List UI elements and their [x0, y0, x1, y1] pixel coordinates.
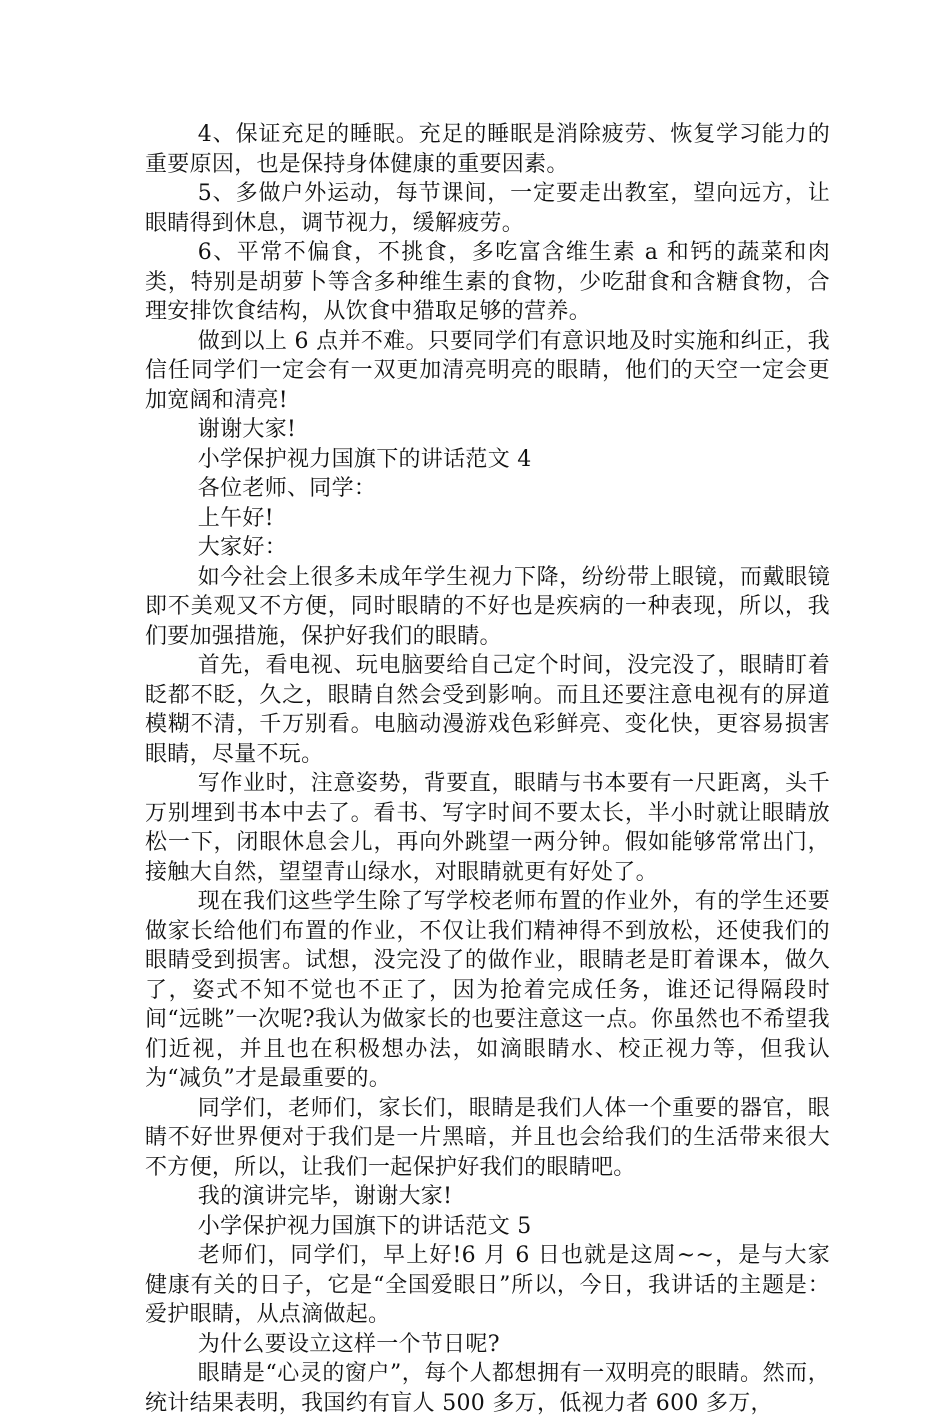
paragraph: 同学们，老师们，家长们，眼睛是我们人体一个重要的器官，眼睛不好世界便对于我们是一片黑暗，并且也会给我们的生活带来很大不方便，所以，让我们一起保护好我们的眼睛吧。 — [145, 1095, 830, 1180]
greeting: 上午好! — [197, 505, 274, 531]
paragraph: 老师们，同学们，早上好!6 月 6 日也就是这周~~，是与大家健康有关的日子，它是“全国爱眼日”所以，今日，我讲话的主题是：爱护眼睛，从点滴做起。 — [145, 1243, 830, 1327]
paragraph: 为什么要设立这样一个节日呢? — [197, 1331, 500, 1357]
section-heading: 小学保护视力国旗下的讲话范文 5 — [197, 1213, 532, 1239]
closing-line: 我的演讲完毕，谢谢大家! — [197, 1184, 453, 1209]
paragraph: 做到以上 6 点并不难。只要同学们有意识地及时实施和纠正，我信任同学们一定会有一双更加清亮明亮的眼睛，他们的天空一定会更加宽阔和清亮! — [145, 328, 830, 413]
paragraph: 4、保证充足的睡眠。充足的睡眠是消除疲劳、恢复学习能力的重要原因，也是保持身体健康的重要因素。 — [145, 122, 830, 177]
paragraph: 首先，看电视、玩电脑要给自己定个时间，没完没了，眼睛盯着眨都不眨，久之，眼睛自然会受到影响。而且还要注意电视有的屏道模糊不清，千万别看。电脑动漫游戏色彩鲜亮、变化快，更容易损害眼睛，尽量不玩。 — [145, 653, 830, 767]
section-heading: 小学保护视力国旗下的讲话范文 4 — [197, 446, 532, 472]
document-body — [145, 120, 830, 1418]
paragraph: 写作业时，注意姿势，背要直，眼睛与书本要有一尺距离，头千万别埋到书本中去了。看书、写字时间不要太长，半小时就让眼睛放松一下，闭眼休息会儿，再向外跳望一两分钟。假如能够常常出门，接触大自然，望望青山绿水，对眼睛就更有好处了。 — [145, 771, 830, 885]
paragraph: 如今社会上很多未成年学生视力下降，纷纷带上眼镜，而戴眼镜即不美观又不方便，同时眼睛的不好也是疾病的一种表现，所以，我们要加强措施，保护好我们的眼睛。 — [145, 564, 830, 649]
paragraph: 现在我们这些学生除了写学校老师布置的作业外，有的学生还要做家长给他们布置的作业，不仅让我们精神得不到放松，还使我们的眼睛受到损害。试想，没完没了的做作业，眼睛老是盯着课本，做久了，姿式不知不觉也不正了，因为抢着完成任务，谁还记得隔段时间“远眺”一次呢?我认为做家长的也要注意这一点。你虽然也不希望我们近视，并且也在积极想办法，如滴眼睛水、校正视力等，但我认为“减负”才是最重要的。 — [145, 889, 830, 1091]
greeting: 大家好： — [197, 535, 287, 560]
closing-line: 谢谢大家! — [197, 417, 297, 442]
paragraph: 眼睛是“心灵的窗户”，每个人都想拥有一双明亮的眼睛。然而，统计结果表明，我国约有盲人 500 多万，低视力者 600 多万， — [145, 1361, 830, 1416]
salutation: 各位老师、同学： — [197, 476, 377, 501]
paragraph: 6、平常不偏食，不挑食，多吃富含维生素 a 和钙的蔬菜和肉类，特别是胡萝卜等含多种维生素的食物，少吃甜食和含糖食物，合理安排饮食结构，从饮食中猎取足够的营养。 — [145, 240, 830, 324]
paragraph: 5、多做户外运动，每节课间，一定要走出教室，望向远方，让眼睛得到休息，调节视力，缓解疲劳。 — [145, 181, 830, 236]
